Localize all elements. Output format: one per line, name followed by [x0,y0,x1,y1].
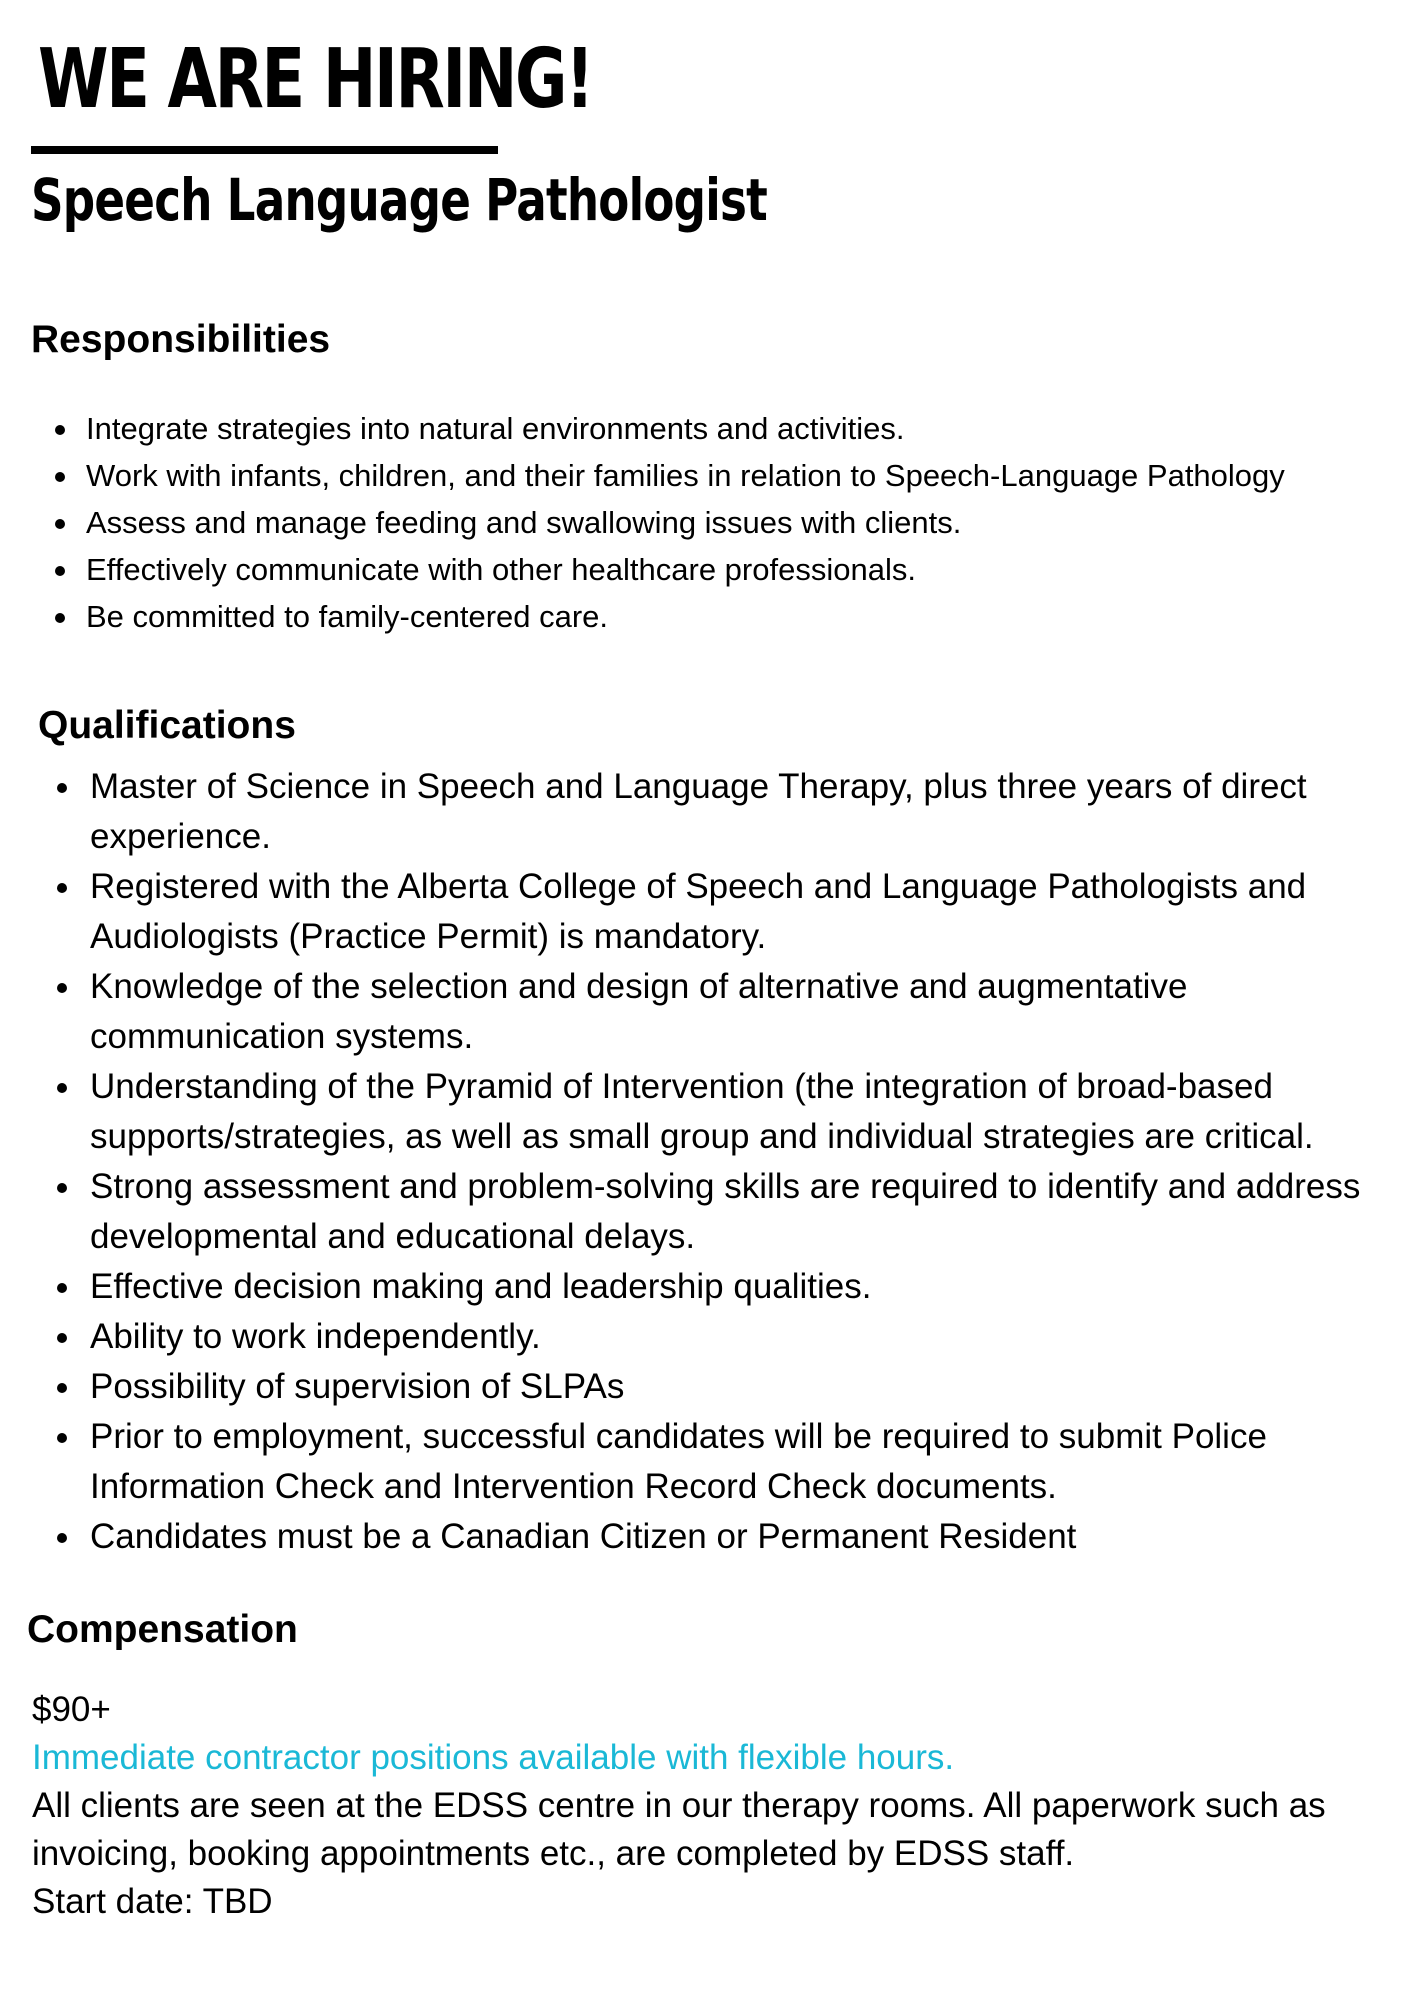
headline-divider [31,146,498,154]
qualifications-heading: Qualifications [38,704,296,747]
job-title: Speech Language Pathologist [31,166,767,234]
list-item: Candidates must be a Canadian Citizen or Permanent Resident [90,1512,1380,1562]
start-date: Start date: TBD [32,1882,273,1921]
list-item: Prior to employment, successful candidates will be required to submit Police Information Check and Intervention Record Check documents. [90,1412,1380,1512]
compensation-heading: Compensation [27,1608,298,1651]
list-item: Ability to work independently. [90,1312,1380,1362]
list-item: Strong assessment and problem-solving skills are required to identify and address developmental and educational delays. [90,1162,1380,1262]
headline: WE ARE HIRING! [38,32,593,127]
responsibilities-list [86,405,1406,640]
list-item: Assess and manage feeding and swallowing issues with clients. [86,499,1406,546]
list-item: Work with infants, children, and their families in relation to Speech-Language Pathology [86,452,1406,499]
list-item: Knowledge of the selection and design of alternative and augmentative communication systems. [90,962,1380,1062]
list-item: Be committed to family-centered care. [86,593,1406,640]
list-item: Understanding of the Pyramid of Intervention (the integration of broad-based supports/strategies, as well as small group and individual strategies are critical. [90,1062,1380,1162]
list-item: Registered with the Alberta College of Speech and Language Pathologists and Audiologists (Practice Permit) is mandatory. [90,862,1380,962]
list-item: Effectively communicate with other healthcare professionals. [86,546,1406,593]
list-item: Possibility of supervision of SLPAs [90,1362,1380,1412]
compensation-highlight: Immediate contractor positions available with flexible hours. [32,1738,955,1777]
qualifications-list [90,762,1380,1562]
list-item: Integrate strategies into natural environments and activities. [86,405,1406,452]
list-item: Master of Science in Speech and Language Therapy, plus three years of direct experience. [90,762,1380,862]
compensation-details [32,1686,1392,1926]
compensation-description: All clients are seen at the EDSS centre in our therapy rooms. All paperwork such as invoicing, booking appointments etc., are completed by EDSS staff. [32,1786,1326,1873]
compensation-rate: $90+ [32,1690,111,1729]
responsibilities-heading: Responsibilities [31,318,331,361]
list-item: Effective decision making and leadership qualities. [90,1262,1380,1312]
